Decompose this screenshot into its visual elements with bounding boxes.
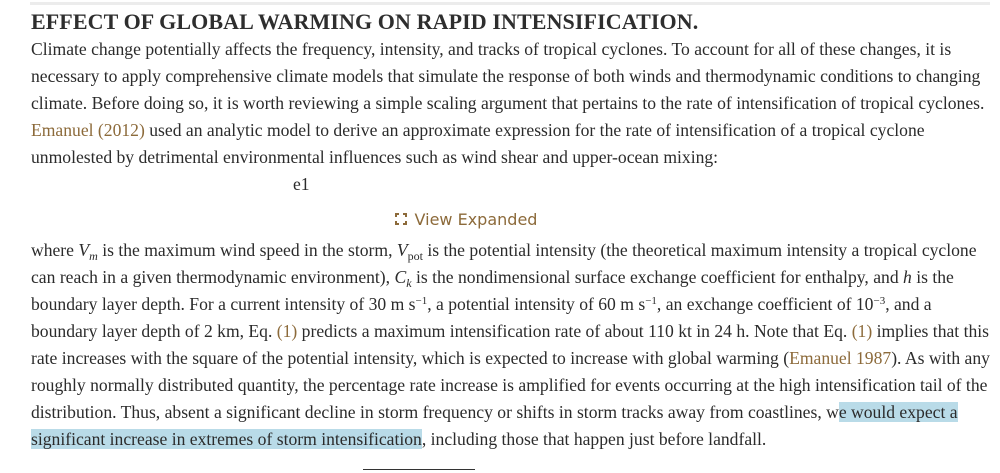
text: is the potential intensity (the theoretical maximum intensity a tropical cyclone can reach in a given thermodynamic environment), [31,240,977,287]
view-expanded-button[interactable] [0,201,991,237]
text: is the boundary layer depth. For a current intensity of 30 m s [31,267,954,314]
equation-link-1[interactable]: (1) [276,321,298,341]
highlighted-selection[interactable]: e would expect a significant increase in extremes of storm intensification [31,402,958,449]
view-expanded-label: View Expanded [414,209,538,229]
text: where [31,240,79,260]
superscript: −1 [415,295,428,307]
paragraph-explanation [31,237,991,453]
equation-label: e1 [293,174,310,194]
text: is the maximum wind speed in the storm, [97,240,397,260]
symbol-ck [394,267,412,290]
intro-text-continued: used an analytic model to derive an approximate expression for the rate of intensification of a tropical cyclone unmolested by detrimental environmental influences such as wind shear and upper-ocean mixing: [31,120,925,167]
footnote-divider [363,469,475,470]
symbol: V [396,240,408,260]
text: , an exchange coefficient of 10 [656,294,874,314]
symbol-vpot [397,240,408,260]
subscript: k [406,276,412,290]
superscript: −3 [873,295,886,307]
section-title: EFFECT OF GLOBAL WARMING ON RAPID INTENSIFICATION. [31,9,699,34]
subscript: pot [407,249,423,263]
intro-text: Climate change potentially affects the frequency, intensity, and tracks of tropical cyclones. To account for all of these changes, it is necessary to apply comprehensive climate models that simulate the response of both winds and thermodynamic conditions to changing climate. Before doing so, it is worth reviewing a simple scaling argument that pertains to the rate of intensification of tropical cyclones. [31,39,985,113]
subscript: m [89,249,98,263]
paragraph-intro [31,36,991,171]
citation-link-emanuel-1987[interactable]: Emanuel 1987 [789,348,892,368]
top-divider [30,2,990,5]
text: , including those that happen just before landfall. [421,429,767,449]
article-section [31,8,991,453]
text: , and a boundary layer depth of 2 km, Eq. [31,294,932,341]
text: predicts a maximum intensification rate of about 110 kt in 24 h. Note that Eq. [297,321,852,341]
equation-link-1-second[interactable]: (1) [851,321,873,341]
text: , a potential intensity of 60 m s [427,294,646,314]
text: ). As with any roughly normally distributed quantity, the percentage rate increase is amplified for events occurring at the high intensification tail of the distribution. Thus, absent a significant decline in storm frequency or shifts in storm tracks away from coastlines, w [31,348,990,422]
superscript: −1 [645,295,657,307]
citation-link-emanuel-2012[interactable]: Emanuel (2012) [31,120,145,140]
symbol-vm [78,240,98,263]
symbol: V [78,240,90,260]
text: is the nondimensional surface exchange coefficient for enthalpy, and [411,267,904,287]
symbol-h: h [903,267,912,287]
expand-icon [395,213,407,225]
symbol: C [394,267,407,287]
text: implies that this rate increases with the square of the potential intensity, which is expected to increase with global warming ( [31,321,990,368]
